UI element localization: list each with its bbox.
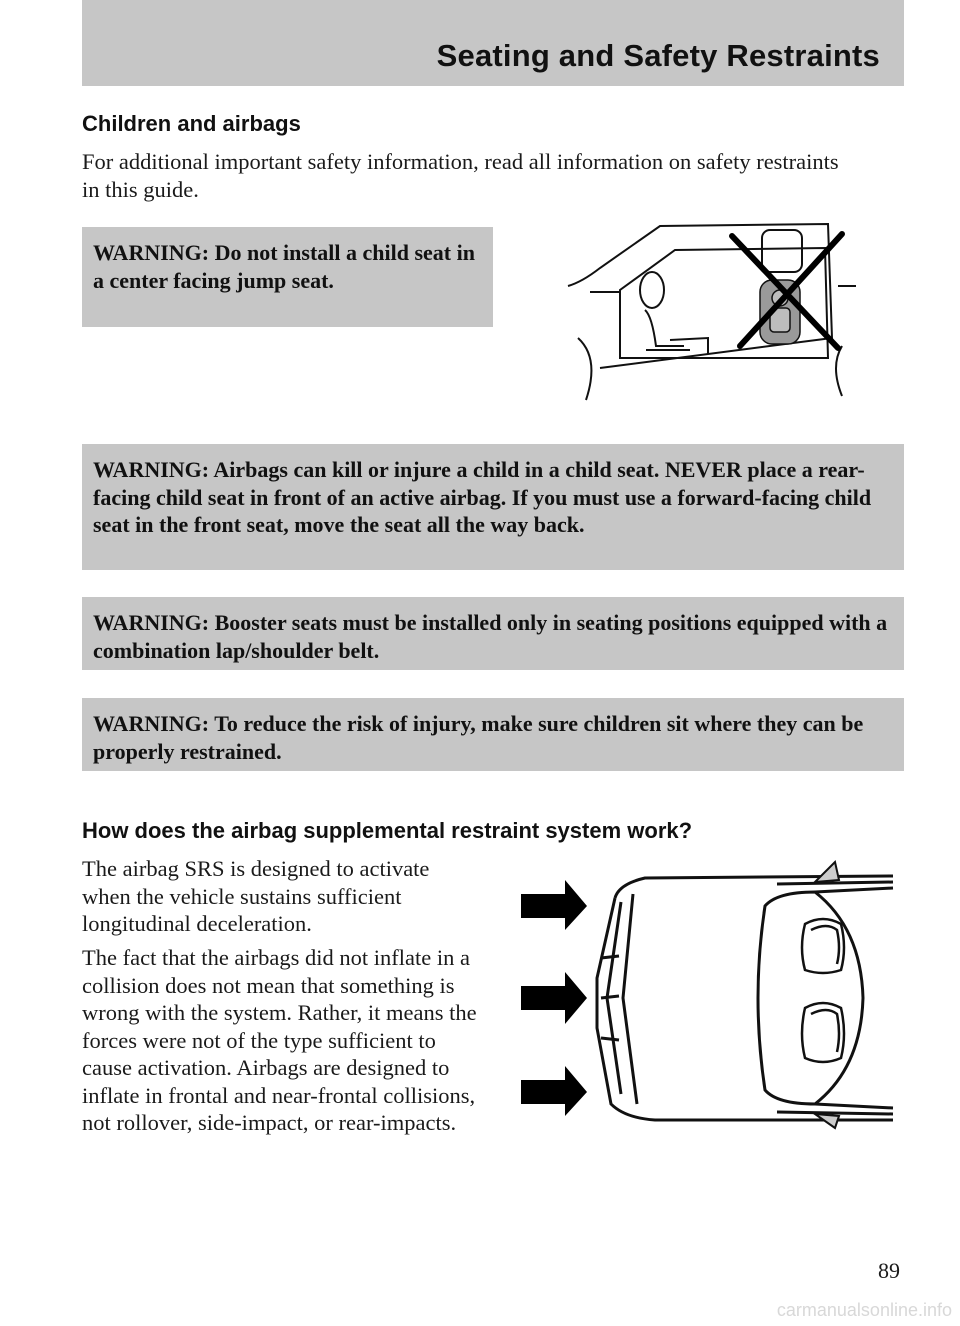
watermark-text: carmanualsonline.info xyxy=(776,1300,952,1320)
page-title: Seating and Safety Restraints xyxy=(436,38,880,73)
warning-text: WARNING: Booster seats must be installed only in seating positions equipped with a combination lap/shoulder belt. xyxy=(93,610,888,663)
header-band xyxy=(82,0,904,86)
intro-paragraph: For additional important safety information, read all information on safety restraints in this guide. xyxy=(82,149,839,202)
warning-box-booster-seats xyxy=(82,597,904,670)
airbag-icon xyxy=(802,919,844,1062)
jump-seat-figure xyxy=(560,218,870,408)
warning-box-jump-seat xyxy=(82,227,493,327)
srs-paragraph-1: The airbag SRS is designed to activate when the vehicle sustains sufficient longitudinal deceleration. xyxy=(82,856,430,936)
warning-box-airbags-kill xyxy=(82,444,904,570)
frontal-impact-figure xyxy=(515,858,895,1130)
frontal-impact-arrows-illustration xyxy=(515,858,895,1130)
no-child-seat-in-jump-seat-illustration xyxy=(560,218,870,408)
warning-text: WARNING: To reduce the risk of injury, make sure children sit where they can be properly restrained. xyxy=(93,711,864,764)
page-number: 89 xyxy=(878,1258,900,1283)
warning-text: WARNING: Airbags can kill or injure a child in a child seat. NEVER place a rear-facing child seat in front of an active airbag. If you must use a forward-facing child seat in the front seat, move the seat all the way back. xyxy=(93,457,872,537)
section-heading-srs: How does the airbag supplemental restraint system work? xyxy=(82,818,693,843)
warning-box-restrain-children xyxy=(82,698,904,771)
warning-text: WARNING: Do not install a child seat in a center facing jump seat. xyxy=(93,240,475,293)
impact-arrow-icon xyxy=(521,880,587,1116)
section-heading-children-airbags: Children and airbags xyxy=(82,111,301,136)
srs-paragraph-2: The fact that the airbags did not inflate in a collision does not mean that something is wrong with the system. Rather, it means the forces were not of the type sufficient to cause activation. Airbags are designed to inflate in frontal and near-frontal collisions, not rollover, side-impact, or rear-impacts. xyxy=(82,945,477,1135)
